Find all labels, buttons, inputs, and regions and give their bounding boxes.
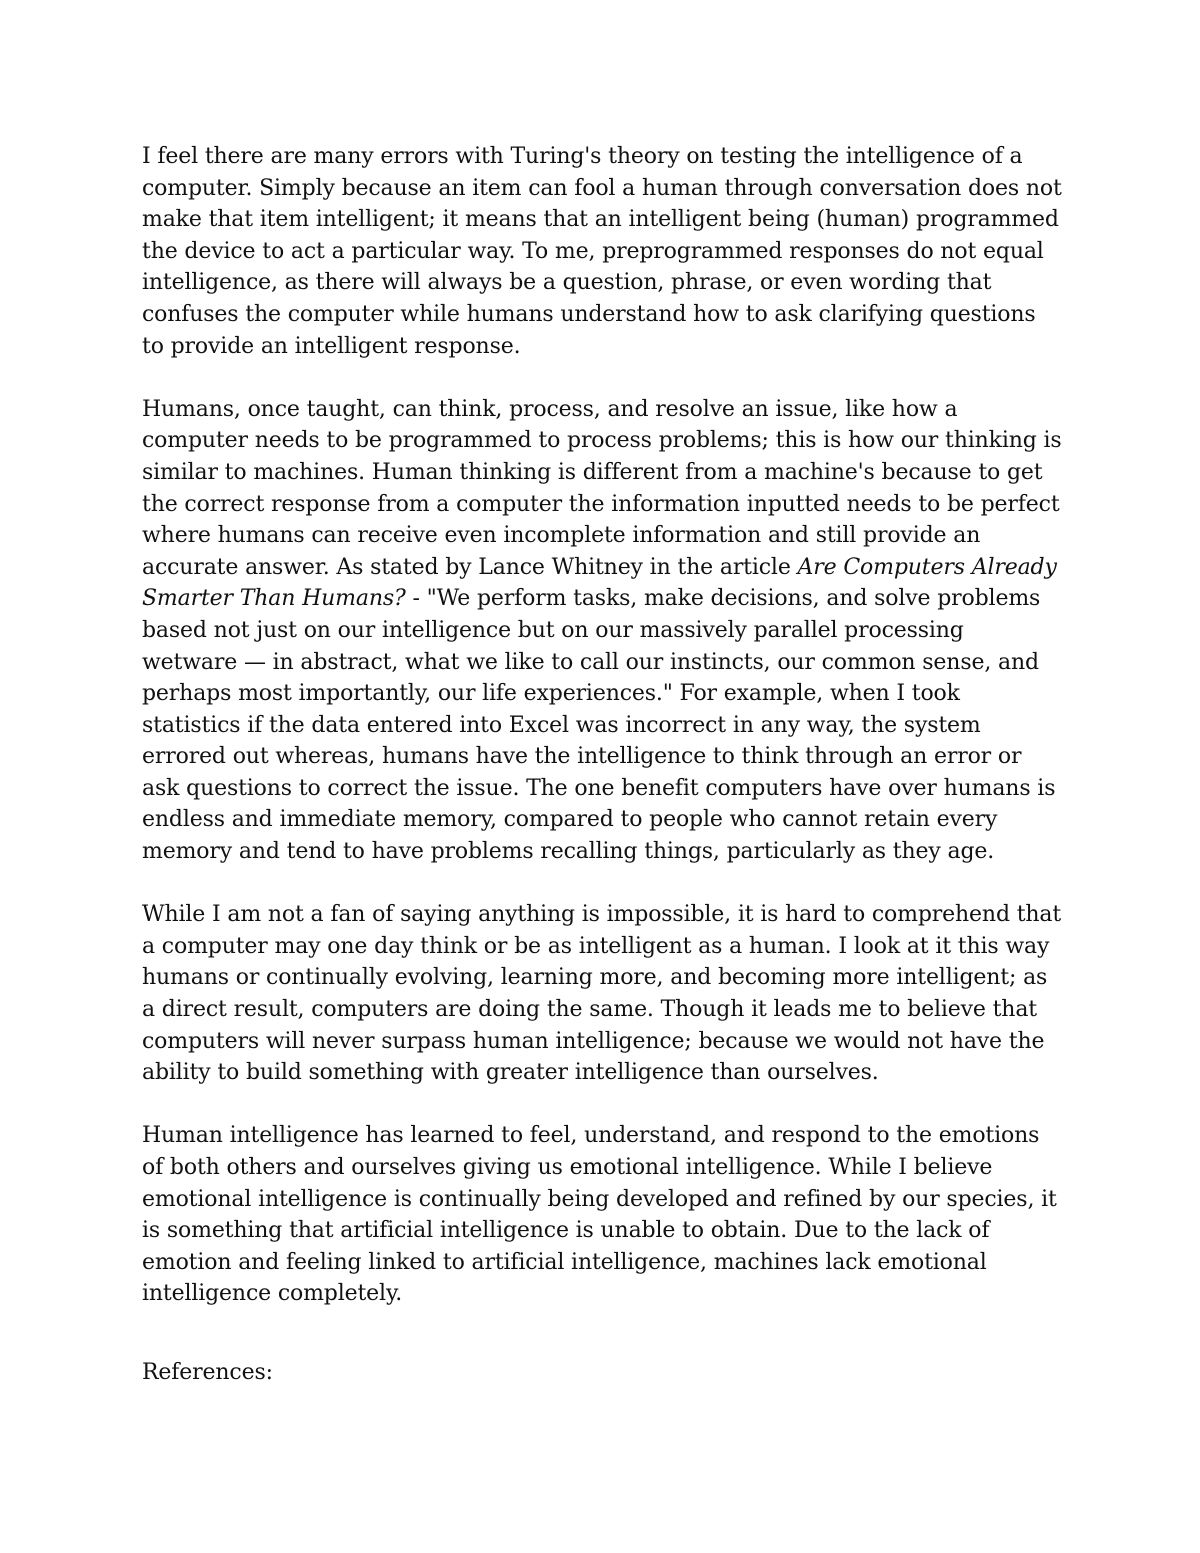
article-title: Are Computers Already Smarter Than Humans? <box>142 554 1057 612</box>
paragraph-human-thinking-text-after: - "We perform tasks, make decisions, and solve problems based not just on our intelligence but on our massively parallel processing wetware — in abstract, what we like to call our instincts, our common sense, and perhaps most importantly, our life experiences." For example, when I took statistics if the data entered into Excel was incorrect in any way, the system errored out whereas, humans have the intelligence to think through an error or ask questions to correct the issue. The one benefit computers have over humans is endless and immediate memory, compared to people who cannot retain every memory and tend to have problems recalling things, particularly as they age. <box>142 586 1056 865</box>
paragraph-emotional-intelligence: Human intelligence has learned to feel, understand, and respond to the emotions of both others and ourselves giving us emotional intelligence. While I believe emotional intelligence is continually being developed and refined by our species, it is something that artificial intelligence is unable to obtain. Due to the lack of emotion and feeling linked to artificial intelligence, machines lack emotional intelligence completely. <box>142 1123 1057 1307</box>
paragraph-human-thinking <box>142 394 1062 868</box>
paragraph-turing-errors: I feel there are many errors with Turing's theory on testing the intelligence of a computer. Simply because an item can fool a human through conversation does not make that item intelligent; it means that an intelligent being (human) programmed the device to act a particular way. To me, preprogrammed responses do not equal intelligence, as there will always be a question, phrase, or even wording that confuses the computer while humans understand how to ask clarifying questions to provide an intelligent response. <box>142 144 1062 359</box>
document-body <box>142 141 1062 1389</box>
paragraph-impossible: While I am not a fan of saying anything is impossible, it is hard to comprehend that a computer may one day think or be as intelligent as a human. I look at it this way humans or continually evolving, learning more, and becoming more intelligent; as a direct result, computers are doing the same. Though it leads me to believe that computers will never surpass human intelligence; because we would not have the ability to build something with greater intelligence than ourselves. <box>142 902 1062 1086</box>
references-heading: References: <box>142 1359 273 1385</box>
paragraph-human-thinking-text-before: Humans, once taught, can think, process, and resolve an issue, like how a computer needs to be programmed to process problems; this is how our thinking is similar to machines. Human thinking is different from a machine's because to get the correct response from a computer the information inputted needs to be perfect where humans can receive even incomplete information and still provide an accurate answer. As stated by Lance Whitney in the article <box>142 396 1062 580</box>
